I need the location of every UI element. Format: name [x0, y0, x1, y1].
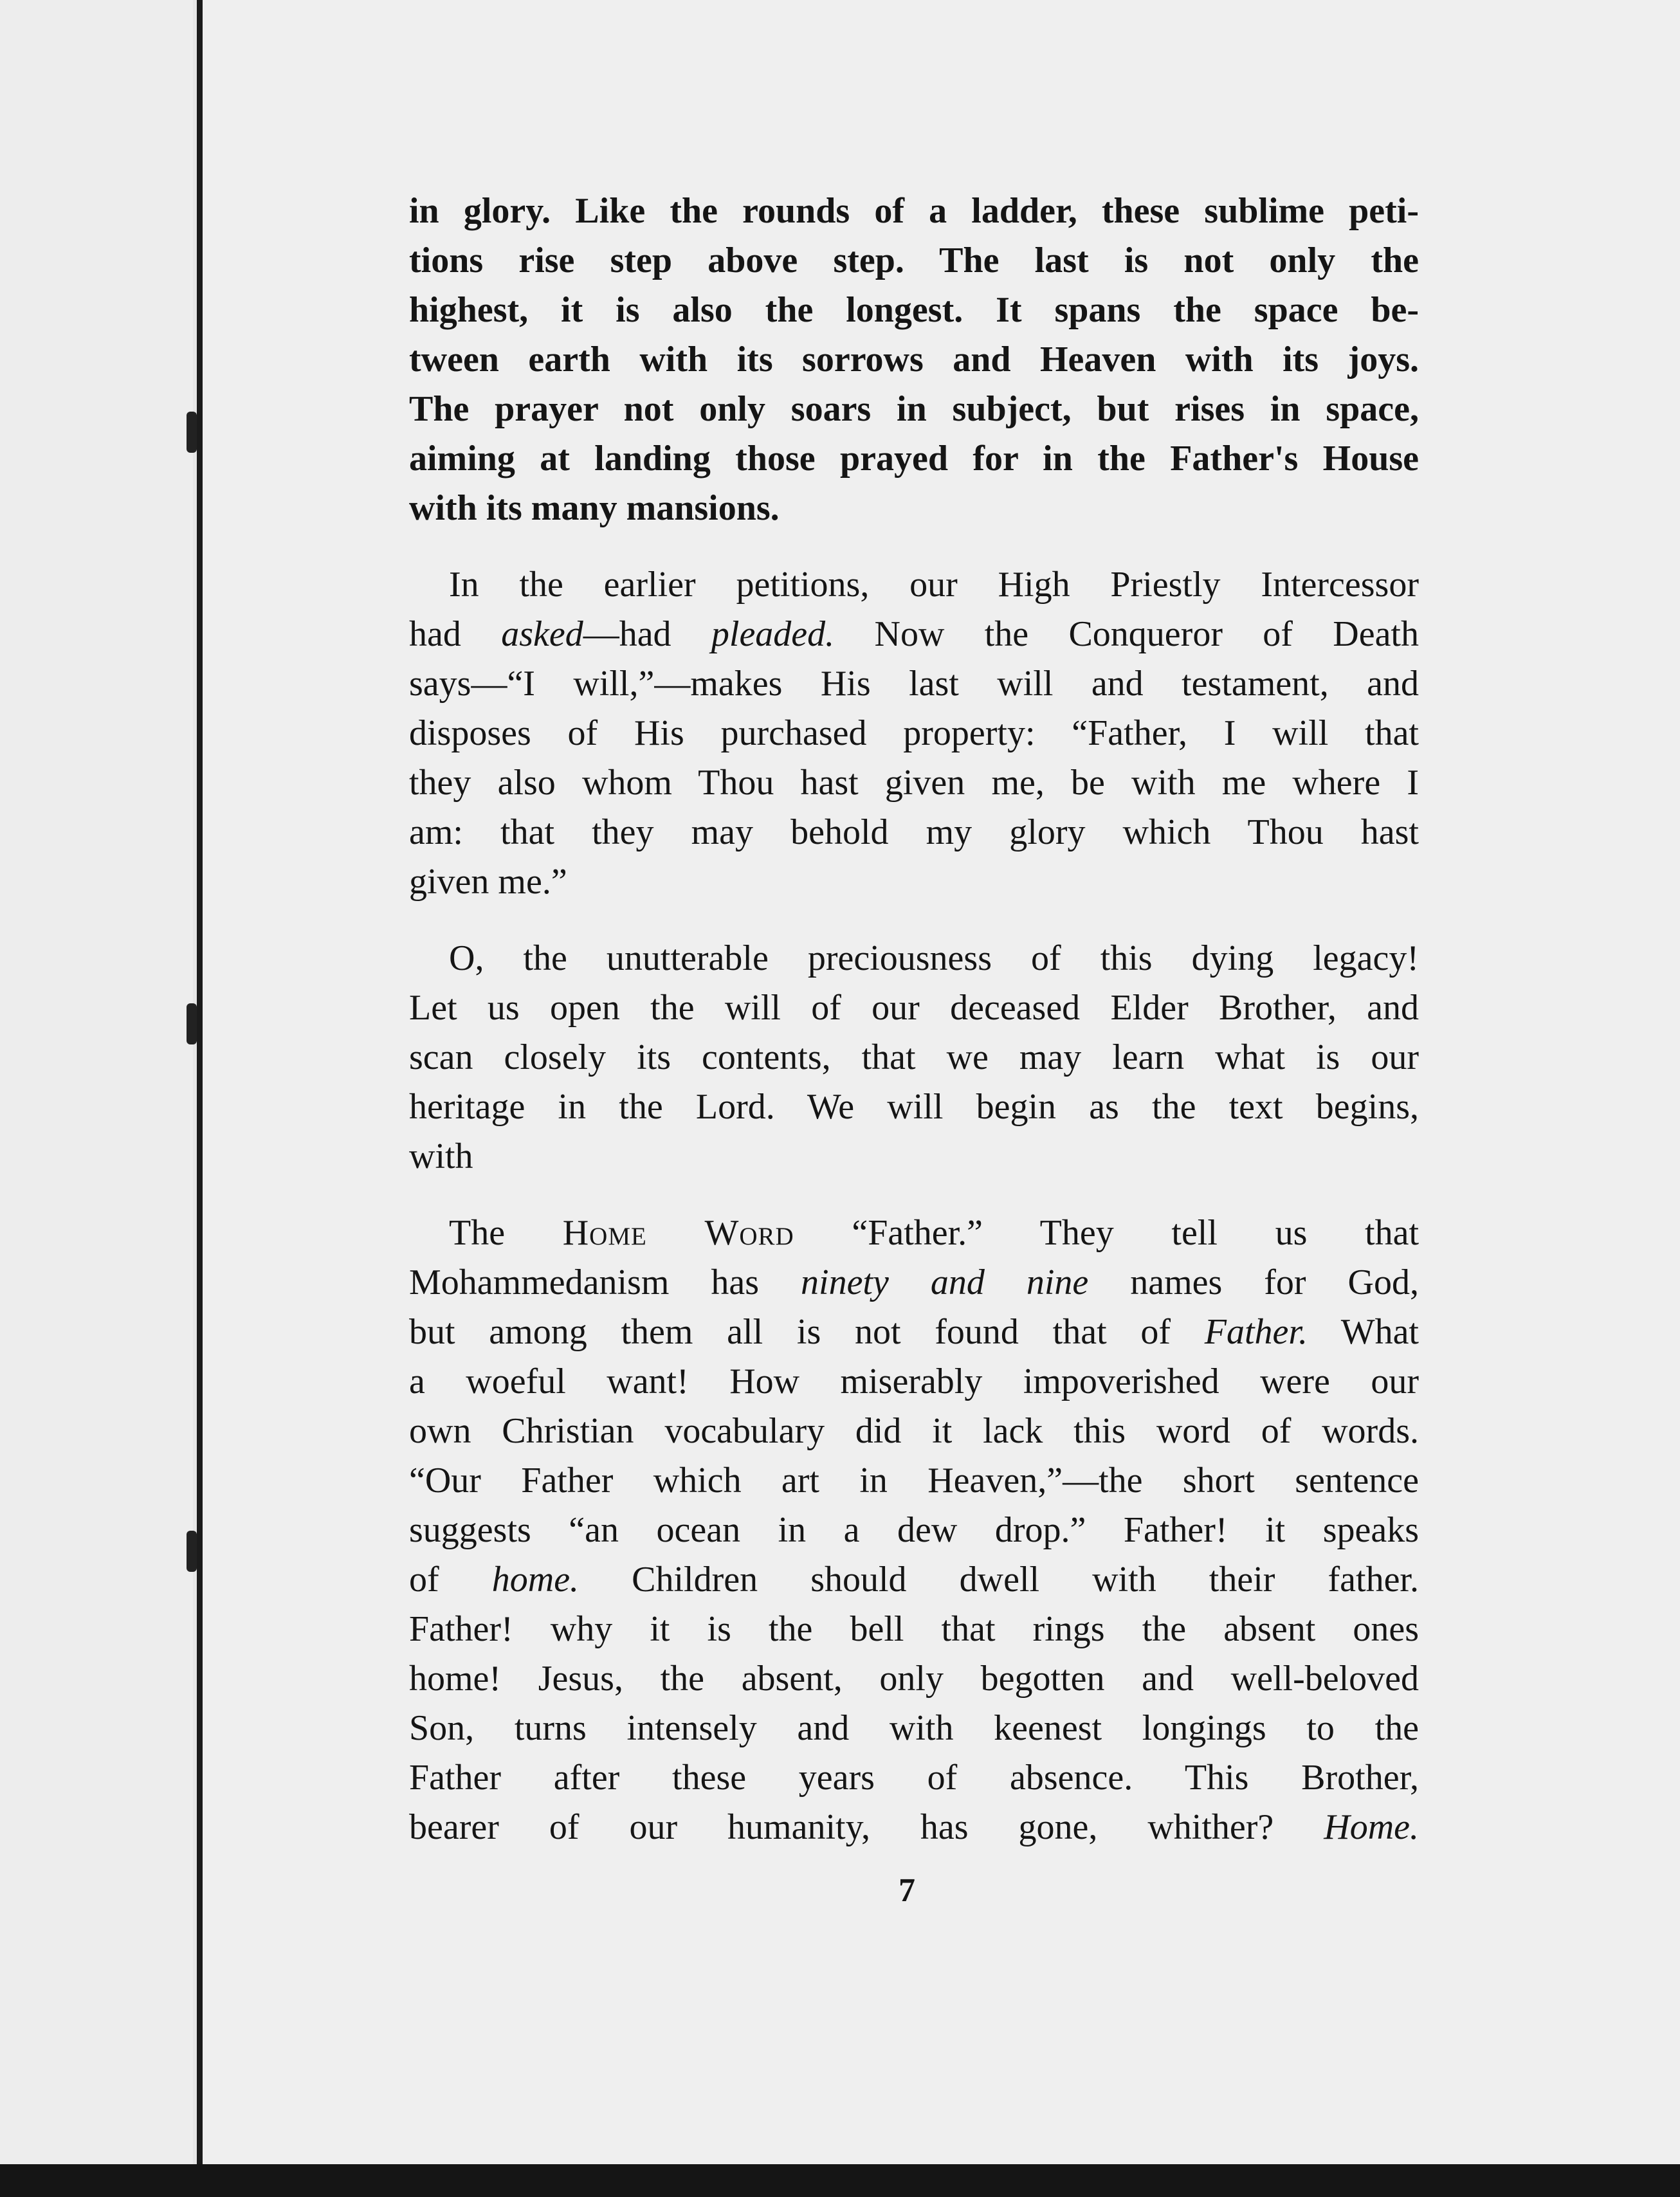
text-line: given me.” [409, 862, 567, 902]
text-line: Father after these years of absence. This Brother, [409, 1758, 1419, 1798]
text-line: “Our Father which art in Heaven,”—the short sentence [409, 1461, 1419, 1500]
text-line: Mohammedanism has ninety and nine names for God, [409, 1263, 1419, 1302]
text-line: The prayer not only soars in subject, but rises in space, [409, 389, 1419, 429]
text-line: own Christian vocabulary did it lack this word of words. [409, 1411, 1419, 1451]
text-line: tions rise step above step. The last is not only the [409, 241, 1419, 280]
facing-page-margin [0, 0, 193, 2197]
text-line: suggests “an ocean in a dew drop.” Father! it speaks [409, 1510, 1419, 1550]
text-line: says—“I will,”—makes His last will and testament, and [409, 664, 1419, 704]
text-line: had asked—had pleaded. Now the Conqueror of Death [409, 614, 1419, 654]
text-line: bearer of our humanity, has gone, whither? Home. [409, 1807, 1419, 1847]
text-line: Father! why it is the bell that rings the absent ones [409, 1609, 1419, 1649]
text-line: with [409, 1136, 473, 1176]
text-line: Son, turns intensely and with keenest longings to the [409, 1708, 1419, 1748]
text-line: In the earlier petitions, our High Priestly Intercessor [449, 565, 1419, 605]
text-line: of home. Children should dwell with their father. [409, 1560, 1419, 1600]
paragraph-2 [409, 560, 1419, 907]
paragraph-1 [409, 187, 1419, 533]
binding-mark [187, 1531, 197, 1572]
body-text [409, 187, 1419, 1852]
text-line: but among them all is not found that of Father. What [409, 1312, 1419, 1352]
text-line: they also whom Thou hast given me, be with me where I [409, 763, 1419, 803]
text-line: home! Jesus, the absent, only begotten and well-beloved [409, 1659, 1419, 1699]
text-line: scan closely its contents, that we may learn what is our [409, 1037, 1419, 1077]
text-line: with its many mansions. [409, 488, 780, 528]
text-line: Let us open the will of our deceased Elder Brother, and [409, 988, 1419, 1028]
text-line: am: that they may behold my glory which Thou hast [409, 812, 1419, 852]
paragraph-3 [409, 934, 1419, 1181]
text-line: O, the unutterable preciousness of this dying legacy! [449, 938, 1419, 978]
text-line: heritage in the Lord. We will begin as the text begins, [409, 1087, 1419, 1127]
text-line: aiming at landing those prayed for in the Father's House [409, 439, 1419, 479]
text-line: highest, it is also the longest. It spans the space be- [409, 290, 1419, 330]
text-line: in glory. Like the rounds of a ladder, these sublime peti- [409, 191, 1419, 231]
scan-bottom-band [0, 2164, 1680, 2197]
page-number: 7 [899, 1872, 915, 1909]
text-line: tween earth with its sorrows and Heaven with its joys. [409, 340, 1419, 379]
paragraph-4 [409, 1208, 1419, 1852]
page-edge-line [197, 0, 203, 2167]
text-line: a woeful want! How miserably impoverished were our [409, 1362, 1419, 1401]
text-line: The Home Word “Father.” They tell us that [449, 1213, 1420, 1253]
binding-mark [187, 1003, 197, 1044]
binding-mark [187, 412, 197, 453]
text-line: disposes of His purchased property: “Father, I will that [409, 713, 1419, 753]
